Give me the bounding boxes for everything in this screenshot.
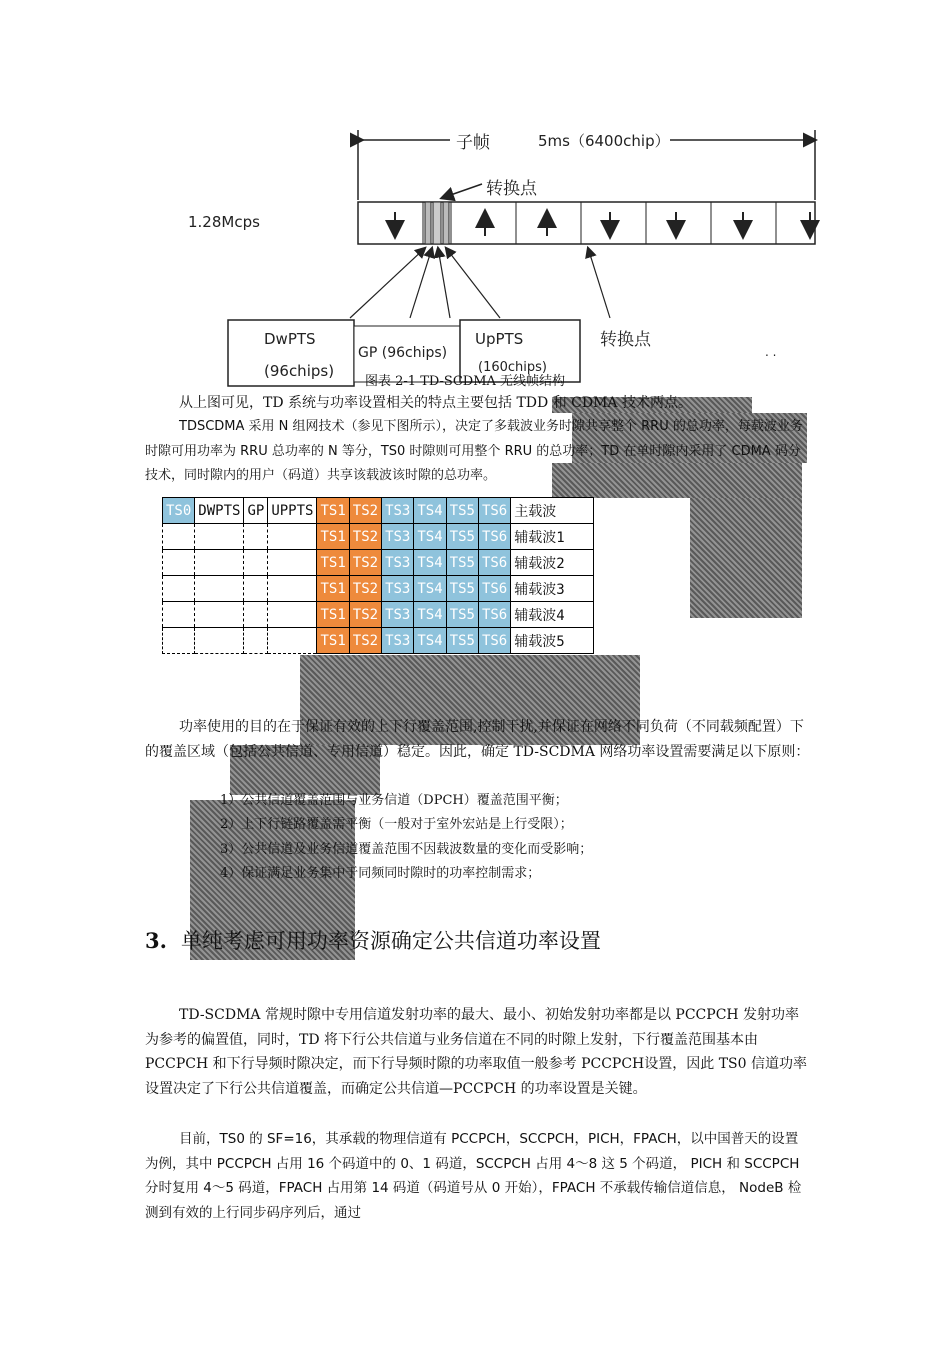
table-row — [163, 498, 594, 524]
rule-item: 2）上下行链路覆盖需平衡（一般对于室外宏站是上行受限）； — [220, 817, 573, 832]
dwpts-label-line2: (96chips) — [264, 362, 335, 380]
table-cell — [195, 576, 244, 602]
table-cell: TS3 — [382, 628, 414, 654]
table-cell: TS5 — [446, 550, 478, 576]
table-cell: TS6 — [478, 498, 510, 524]
switch-point-bottom-label: 转换点 — [600, 330, 651, 350]
table-cell: TS3 — [382, 524, 414, 550]
paragraph-n-network — [145, 415, 810, 489]
gp-label: GP (96chips) — [358, 345, 448, 361]
table-cell — [195, 628, 244, 654]
table-cell — [163, 602, 195, 628]
paragraph-text: TDSCDMA 采用 N 组网技术（参见下图所示），决定了多载波业务时隙共享整个 RRU 的总功率，每载波业务时隙可用功率为 RRU 总功率的 N 等分，TS0 时隙则可用整个 RRU 的总功率；TD 在单时隙内采用了 CDMA 码分技术，同时隙内的用户（码道）共享该载波该时隙的总功率。 — [145, 419, 803, 483]
table-cell: TS4 — [414, 550, 446, 576]
table-cell: TS6 — [478, 576, 510, 602]
dwpts-label-line1: DwPTS — [264, 330, 316, 348]
table-cell — [268, 524, 317, 550]
table-cell: TS6 — [478, 524, 510, 550]
table-cell: TS2 — [349, 576, 381, 602]
table-cell: TS3 — [382, 602, 414, 628]
table-cell: TS2 — [349, 498, 381, 524]
table-cell: TS5 — [446, 628, 478, 654]
uppts-label-line2: (160chips) — [478, 360, 547, 375]
dots-mark: . . — [765, 345, 777, 359]
duration-label: 5ms（6400chip） — [538, 132, 670, 150]
table-cell: TS5 — [446, 524, 478, 550]
table-cell: TS0 — [163, 498, 195, 524]
paragraph-text: 功率使用的目的在于保证有效的上下行覆盖范围,控制干扰,并保证在网络不同负荷（不同载频配置）下的覆盖区域（包括公共信道、专用信道）稳定。因此，确定 TD-SCDMA 网络功率设置需要满足以下原则： — [145, 719, 810, 760]
table-cell: 主载波 — [511, 498, 594, 524]
table-cell — [268, 576, 317, 602]
table-cell: UPPTS — [268, 498, 317, 524]
paragraph-text: TD-SCDMA 常规时隙中专用信道发射功率的最大、最小、初始发射功率都是以 PCCPCH 发射功率为参考的偏置值，同时，TD 将下行公共信道与业务信道在不同的时隙上发射，下行覆盖范围基本由 PCCPCH 和下行导频时隙决定，而下行导频时隙的功率取值一般参考 PCCPCH设置，因此 TS0 信道功率设置决定了下行公共信道覆盖，而确定公共信道—PCCPCH 的功率设置是关键。 — [145, 1007, 808, 1097]
table-cell: 辅载波2 — [511, 550, 594, 576]
table-cell — [244, 628, 268, 654]
table-cell: TS4 — [414, 628, 446, 654]
table-cell — [195, 524, 244, 550]
slot-direction-arrows — [395, 212, 810, 236]
table-cell — [244, 576, 268, 602]
table-cell: TS6 — [478, 550, 510, 576]
table-cell: TS5 — [446, 498, 478, 524]
paragraph-pccpch — [145, 1003, 810, 1101]
table-cell: TS1 — [317, 550, 349, 576]
table-cell: TS2 — [349, 602, 381, 628]
table-cell: TS1 — [317, 524, 349, 550]
section-number: 3. — [145, 928, 167, 953]
table-cell — [195, 602, 244, 628]
table-cell: 辅载波1 — [511, 524, 594, 550]
table-cell — [244, 550, 268, 576]
paragraph-power-purpose — [145, 715, 810, 764]
table-cell: TS4 — [414, 524, 446, 550]
shade-block — [690, 498, 802, 618]
table-cell: DWPTS — [195, 498, 244, 524]
table-row — [163, 602, 594, 628]
table-cell: TS3 — [382, 576, 414, 602]
carrier-timeslot-table — [162, 497, 594, 654]
uppts-label-line1: UpPTS — [475, 330, 524, 348]
rule-item: 3）公共信道及业务信道覆盖范围不因载波数量的变化而受影响； — [220, 842, 593, 857]
table-cell: 辅载波4 — [511, 602, 594, 628]
table-cell: TS3 — [382, 498, 414, 524]
figure-caption: 图表 2-1 TD-SCDMA 无线帧结构 — [365, 374, 566, 389]
table-cell: 辅载波3 — [511, 576, 594, 602]
paragraph-ts0 — [145, 1127, 810, 1225]
table-cell — [244, 602, 268, 628]
table-cell — [244, 524, 268, 550]
table-row — [163, 550, 594, 576]
table-cell — [163, 524, 195, 550]
section-heading — [145, 925, 601, 955]
switch-point-top-label: 转换点 — [486, 179, 537, 199]
frame-diagram-svg — [170, 120, 820, 390]
table-cell — [163, 628, 195, 654]
table-cell: TS6 — [478, 602, 510, 628]
table-cell — [163, 550, 195, 576]
rule-item: 1）公共信道覆盖范围与业务信道（DPCH）覆盖范围平衡； — [220, 793, 568, 808]
table-cell: TS5 — [446, 576, 478, 602]
table-cell: TS5 — [446, 602, 478, 628]
table-cell — [195, 550, 244, 576]
table-cell: TS1 — [317, 628, 349, 654]
table-cell — [268, 628, 317, 654]
table-row — [163, 576, 594, 602]
table-cell: TS2 — [349, 524, 381, 550]
table-cell: TS1 — [317, 602, 349, 628]
table-cell — [163, 576, 195, 602]
table-cell: TS1 — [317, 576, 349, 602]
table-cell: GP — [244, 498, 268, 524]
table-cell: TS3 — [382, 550, 414, 576]
table-cell — [268, 602, 317, 628]
section-title: 单纯考虑可用功率资源确定公共信道功率设置 — [180, 929, 601, 953]
table-cell: 辅载波5 — [511, 628, 594, 654]
table-row — [163, 524, 594, 550]
chip-rate-label: 1.28Mcps — [188, 213, 260, 231]
table-cell: TS6 — [478, 628, 510, 654]
paragraph-intro — [145, 391, 810, 416]
table-cell: TS4 — [414, 498, 446, 524]
table-cell: TS2 — [349, 550, 381, 576]
table-cell — [268, 550, 317, 576]
subframe-label: 子帧 — [456, 133, 490, 153]
paragraph-text: 从上图可见，TD 系统与功率设置相关的特点主要包括 TDD 和 CDMA 技术两点。 — [179, 395, 692, 411]
paragraph-text: 目前，TS0 的 SF=16，其承载的物理信道有 PCCPCH，SCCPCH，PICH，FPACH，以中国普天的设置为例，其中 PCCPCH 占用 16 个码道中的 0、1 码道，SCCPCH 占用 4～8 这 5 个码道， PICH 和 SCCPCH 分时复用 4～5 码道，FPACH 占用第 14 码道（码道号从 0 开始），FPACH 不承载传输信道信息， NodeB 检测到有效的上行同步码序列后，通过 — [145, 1131, 802, 1221]
table-row — [163, 628, 594, 654]
table-cell: TS1 — [317, 498, 349, 524]
table-cell: TS4 — [414, 602, 446, 628]
table-cell: TS2 — [349, 628, 381, 654]
table-cell: TS4 — [414, 576, 446, 602]
rule-item: 4）保证满足业务集中于同频同时隙时的功率控制需求； — [220, 866, 541, 881]
